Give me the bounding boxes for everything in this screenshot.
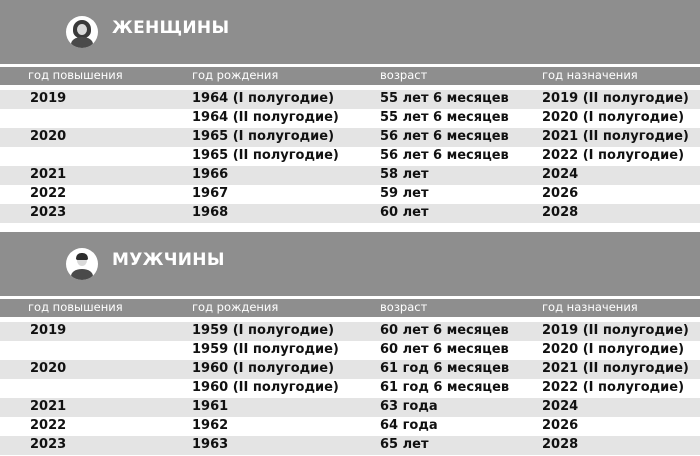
cell-assign-year: 2022 (I полугодие) xyxy=(542,380,685,395)
cell-year-raise: 2019 xyxy=(30,91,67,106)
header-age: возраст xyxy=(380,300,428,314)
table-row xyxy=(0,341,700,360)
men-banner xyxy=(0,232,700,296)
cell-assign-year: 2026 xyxy=(542,418,579,433)
cell-birth-year: 1960 (II полугодие) xyxy=(192,380,339,395)
cell-age: 60 лет 6 месяцев xyxy=(380,342,509,357)
cell-age: 61 год 6 месяцев xyxy=(380,380,510,395)
header-year-raise: год повышения xyxy=(28,300,123,314)
header-assign-year: год назначения xyxy=(542,68,638,82)
cell-birth-year: 1964 (I полугодие) xyxy=(192,91,335,106)
men-table-header xyxy=(0,299,700,317)
men-title: МУЖЧИНЫ xyxy=(112,250,225,270)
women-title: ЖЕНЩИНЫ xyxy=(112,18,230,38)
women-banner xyxy=(0,0,700,64)
table-row xyxy=(0,128,700,147)
cell-birth-year: 1961 xyxy=(192,399,229,414)
cell-birth-year: 1968 xyxy=(192,205,229,220)
table-row xyxy=(0,166,700,185)
cell-assign-year: 2020 (I полугодие) xyxy=(542,110,685,125)
cell-assign-year: 2024 xyxy=(542,399,579,414)
women-section xyxy=(0,0,700,220)
cell-age: 63 года xyxy=(380,399,438,414)
cell-year-raise: 2022 xyxy=(30,418,67,433)
cell-assign-year: 2028 xyxy=(542,437,579,452)
cell-birth-year: 1959 (I полугодие) xyxy=(192,323,335,338)
cell-birth-year: 1967 xyxy=(192,186,229,201)
table-row xyxy=(0,417,700,436)
women-table-header xyxy=(0,67,700,85)
table-row xyxy=(0,185,700,204)
woman-avatar-icon xyxy=(66,16,98,48)
cell-assign-year: 2026 xyxy=(542,186,579,201)
cell-year-raise: 2021 xyxy=(30,167,67,182)
cell-age: 56 лет 6 месяцев xyxy=(380,129,509,144)
cell-year-raise: 2021 xyxy=(30,399,67,414)
table-row xyxy=(0,147,700,166)
cell-birth-year: 1965 (I полугодие) xyxy=(192,129,335,144)
cell-assign-year: 2019 (II полугодие) xyxy=(542,91,689,106)
cell-age: 58 лет xyxy=(380,167,429,182)
cell-age: 60 лет 6 месяцев xyxy=(380,323,509,338)
table-row xyxy=(0,109,700,128)
header-assign-year: год назначения xyxy=(542,300,638,314)
men-section xyxy=(0,232,700,452)
cell-birth-year: 1962 xyxy=(192,418,229,433)
cell-age: 64 года xyxy=(380,418,438,433)
man-avatar-icon xyxy=(66,248,98,280)
cell-birth-year: 1959 (II полугодие) xyxy=(192,342,339,357)
cell-year-raise: 2019 xyxy=(30,323,67,338)
header-year-raise: год повышения xyxy=(28,68,123,82)
cell-year-raise: 2023 xyxy=(30,205,67,220)
cell-assign-year: 2021 (II полугодие) xyxy=(542,129,689,144)
cell-age: 59 лет xyxy=(380,186,429,201)
header-age: возраст xyxy=(380,68,428,82)
cell-assign-year: 2024 xyxy=(542,167,579,182)
table-row xyxy=(0,322,700,341)
cell-year-raise: 2020 xyxy=(30,129,67,144)
cell-age: 61 год 6 месяцев xyxy=(380,361,510,376)
cell-age: 65 лет xyxy=(380,437,429,452)
cell-age: 60 лет xyxy=(380,205,429,220)
cell-year-raise: 2020 xyxy=(30,361,67,376)
table-row xyxy=(0,90,700,109)
cell-birth-year: 1960 (I полугодие) xyxy=(192,361,335,376)
header-birth-year: год рождения xyxy=(192,68,279,82)
cell-birth-year: 1964 (II полугодие) xyxy=(192,110,339,125)
table-row xyxy=(0,204,700,223)
table-row xyxy=(0,436,700,455)
cell-birth-year: 1963 xyxy=(192,437,229,452)
cell-age: 55 лет 6 месяцев xyxy=(380,110,509,125)
table-row xyxy=(0,398,700,417)
table-row xyxy=(0,379,700,398)
cell-assign-year: 2022 (I полугодие) xyxy=(542,148,685,163)
cell-year-raise: 2023 xyxy=(30,437,67,452)
cell-age: 55 лет 6 месяцев xyxy=(380,91,509,106)
header-birth-year: год рождения xyxy=(192,300,279,314)
cell-year-raise: 2022 xyxy=(30,186,67,201)
cell-assign-year: 2019 (II полугодие) xyxy=(542,323,689,338)
cell-age: 56 лет 6 месяцев xyxy=(380,148,509,163)
cell-assign-year: 2021 (II полугодие) xyxy=(542,361,689,376)
table-row xyxy=(0,360,700,379)
cell-birth-year: 1966 xyxy=(192,167,229,182)
cell-birth-year: 1965 (II полугодие) xyxy=(192,148,339,163)
cell-assign-year: 2020 (I полугодие) xyxy=(542,342,685,357)
cell-assign-year: 2028 xyxy=(542,205,579,220)
